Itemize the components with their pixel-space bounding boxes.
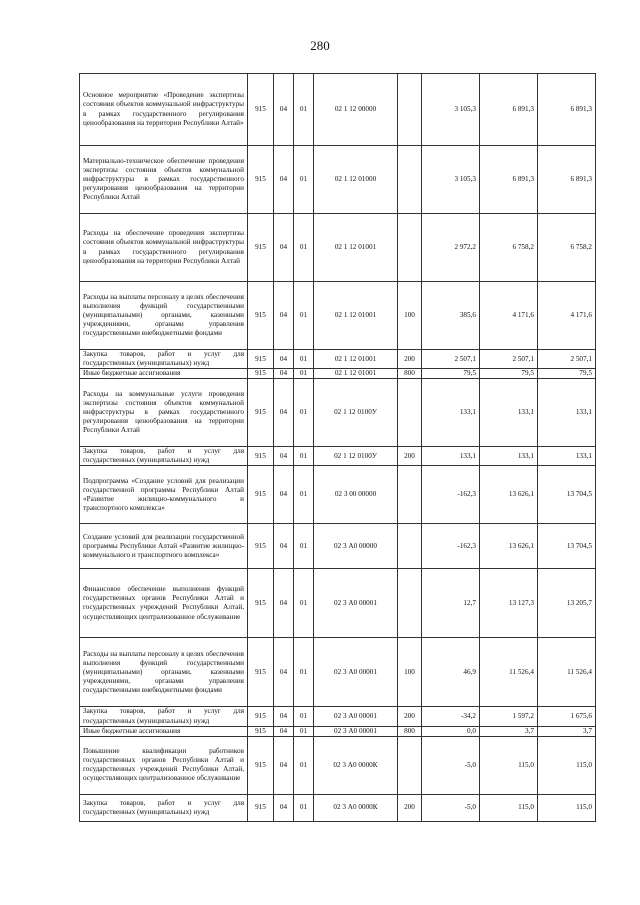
row-subsection: 01: [294, 350, 314, 369]
row-grbs: 915: [248, 569, 274, 638]
row-name: Закупка товаров, работ и услуг для государственных (муниципальных) нужд: [80, 794, 248, 821]
row-target-article: 02 3 00 00000: [314, 466, 398, 524]
row-amount-1: 3 105,3: [422, 146, 480, 214]
table-row: [80, 707, 596, 726]
row-amount-1: 46,9: [422, 638, 480, 707]
row-name: Иные бюджетные ассигнования: [80, 726, 248, 736]
table-row: [80, 74, 596, 146]
row-amount-2: 115,0: [480, 736, 538, 794]
row-amount-2: 133,1: [480, 379, 538, 447]
row-amount-2: 6 891,3: [480, 146, 538, 214]
row-subsection: 01: [294, 466, 314, 524]
row-amount-2: 13 626,1: [480, 524, 538, 569]
row-section: 04: [274, 466, 294, 524]
row-subsection: 01: [294, 74, 314, 146]
row-amount-2: 11 526,4: [480, 638, 538, 707]
row-target-article: 02 1 12 01000: [314, 146, 398, 214]
row-section: 04: [274, 350, 294, 369]
row-target-article: 02 3 А0 0000К: [314, 736, 398, 794]
row-target-article: 02 3 А0 00001: [314, 569, 398, 638]
row-amount-3: 6 891,3: [538, 146, 596, 214]
row-subsection: 01: [294, 282, 314, 350]
row-target-article: 02 3 А0 00001: [314, 726, 398, 736]
row-amount-1: -5,0: [422, 736, 480, 794]
row-expense-type: 100: [398, 638, 422, 707]
row-subsection: 01: [294, 794, 314, 821]
table-row: [80, 369, 596, 379]
row-expense-type: 200: [398, 350, 422, 369]
table-row: [80, 466, 596, 524]
row-name: Финансовое обеспечение выполнения функций государственных органов Республики Алтай и государственных учреждений Республики Алтай, осуществляющих централизованное обслуживание: [80, 569, 248, 638]
row-target-article: 02 3 А0 00001: [314, 707, 398, 726]
row-grbs: 915: [248, 74, 274, 146]
row-grbs: 915: [248, 726, 274, 736]
table-row: [80, 794, 596, 821]
row-expense-type: [398, 146, 422, 214]
row-section: 04: [274, 447, 294, 466]
table-row: [80, 146, 596, 214]
row-target-article: 02 3 А0 0000К: [314, 794, 398, 821]
row-subsection: 01: [294, 707, 314, 726]
row-grbs: 915: [248, 736, 274, 794]
row-name: Иные бюджетные ассигнования: [80, 369, 248, 379]
row-section: 04: [274, 74, 294, 146]
row-amount-1: -162,3: [422, 466, 480, 524]
row-amount-1: 2 507,1: [422, 350, 480, 369]
row-amount-1: 2 972,2: [422, 214, 480, 282]
row-grbs: 915: [248, 146, 274, 214]
row-name: Расходы на коммунальные услуги проведения экспертизы состояния объектов коммунальной инфраструктуры в рамках государственного регулирования ценообразования на территории Республики Алтай: [80, 379, 248, 447]
row-section: 04: [274, 282, 294, 350]
row-amount-1: 133,1: [422, 379, 480, 447]
budget-table: [79, 73, 596, 822]
row-name: Расходы на выплаты персоналу в целях обеспечения выполнения функций государственными (муниципальными) органами, казенными учреждениями, органами управления государственными внебюджетными фондами: [80, 638, 248, 707]
row-amount-1: 133,1: [422, 447, 480, 466]
row-subsection: 01: [294, 726, 314, 736]
row-section: 04: [274, 794, 294, 821]
row-amount-1: 0,0: [422, 726, 480, 736]
row-amount-1: -34,2: [422, 707, 480, 726]
table-row: [80, 282, 596, 350]
budget-table-body: [80, 74, 596, 822]
row-amount-2: 3,7: [480, 726, 538, 736]
row-section: 04: [274, 726, 294, 736]
row-target-article: 02 3 А0 00000: [314, 524, 398, 569]
row-amount-1: 3 105,3: [422, 74, 480, 146]
row-amount-1: 12,7: [422, 569, 480, 638]
row-expense-type: 800: [398, 369, 422, 379]
row-name: Основное мероприятие «Проведение экспертизы состояния объектов коммунальной инфраструктуры в рамках государственного регулирования ценообразования на территории Республики Алтай»: [80, 74, 248, 146]
row-subsection: 01: [294, 569, 314, 638]
row-section: 04: [274, 524, 294, 569]
row-amount-3: 13 704,5: [538, 466, 596, 524]
row-name: Создание условий для реализации государственной программы Республики Алтай «Развитие жилищно-коммунального и транспортного комплекса»: [80, 524, 248, 569]
row-section: 04: [274, 146, 294, 214]
row-amount-1: -5,0: [422, 794, 480, 821]
row-grbs: 915: [248, 350, 274, 369]
row-grbs: 915: [248, 369, 274, 379]
row-target-article: 02 1 12 0100У: [314, 447, 398, 466]
row-target-article: 02 1 12 0100У: [314, 379, 398, 447]
row-grbs: 915: [248, 638, 274, 707]
row-expense-type: [398, 214, 422, 282]
row-target-article: 02 1 12 00000: [314, 74, 398, 146]
row-amount-3: 1 675,6: [538, 707, 596, 726]
row-amount-2: 6 758,2: [480, 214, 538, 282]
row-amount-2: 6 891,3: [480, 74, 538, 146]
row-amount-3: 11 526,4: [538, 638, 596, 707]
row-expense-type: [398, 379, 422, 447]
row-expense-type: [398, 524, 422, 569]
row-expense-type: [398, 74, 422, 146]
row-grbs: 915: [248, 524, 274, 569]
row-amount-3: 115,0: [538, 794, 596, 821]
row-name: Расходы на выплаты персоналу в целях обеспечения выполнения функций государственными (муниципальными) органами, казенными учреждениями, органами управления государственными внебюджетными фондами: [80, 282, 248, 350]
row-amount-2: 13 127,3: [480, 569, 538, 638]
row-section: 04: [274, 569, 294, 638]
row-target-article: 02 1 12 01001: [314, 282, 398, 350]
row-target-article: 02 3 А0 00001: [314, 638, 398, 707]
row-section: 04: [274, 707, 294, 726]
row-expense-type: 100: [398, 282, 422, 350]
row-amount-2: 133,1: [480, 447, 538, 466]
row-name: Закупка товаров, работ и услуг для государственных (муниципальных) нужд: [80, 707, 248, 726]
row-subsection: 01: [294, 638, 314, 707]
row-subsection: 01: [294, 214, 314, 282]
row-amount-1: -162,3: [422, 524, 480, 569]
page-number: 280: [310, 38, 330, 53]
row-amount-3: 115,0: [538, 736, 596, 794]
row-target-article: 02 1 12 01001: [314, 214, 398, 282]
row-subsection: 01: [294, 146, 314, 214]
row-name: Закупка товаров, работ и услуг для государственных (муниципальных) нужд: [80, 350, 248, 369]
row-grbs: 915: [248, 707, 274, 726]
row-section: 04: [274, 379, 294, 447]
row-expense-type: 800: [398, 726, 422, 736]
row-subsection: 01: [294, 369, 314, 379]
row-grbs: 915: [248, 794, 274, 821]
row-expense-type: [398, 569, 422, 638]
row-section: 04: [274, 369, 294, 379]
table-row: [80, 638, 596, 707]
row-grbs: 915: [248, 466, 274, 524]
row-amount-3: 133,1: [538, 447, 596, 466]
row-target-article: 02 1 12 01001: [314, 350, 398, 369]
row-subsection: 01: [294, 736, 314, 794]
table-row: [80, 726, 596, 736]
row-grbs: 915: [248, 282, 274, 350]
row-name: Материально-техническое обеспечение проведения экспертизы состояния объектов коммунальной инфраструктуры в рамках государственного регулирования ценообразования на территории Республики Алтай: [80, 146, 248, 214]
row-section: 04: [274, 638, 294, 707]
table-row: [80, 524, 596, 569]
row-section: 04: [274, 214, 294, 282]
row-expense-type: [398, 736, 422, 794]
table-row: [80, 447, 596, 466]
row-amount-3: 3,7: [538, 726, 596, 736]
row-amount-3: 6 758,2: [538, 214, 596, 282]
table-row: [80, 379, 596, 447]
table-row: [80, 569, 596, 638]
row-amount-3: 13 704,5: [538, 524, 596, 569]
row-amount-2: 2 507,1: [480, 350, 538, 369]
row-expense-type: 200: [398, 447, 422, 466]
row-amount-3: 13 205,7: [538, 569, 596, 638]
row-grbs: 915: [248, 379, 274, 447]
row-amount-3: 2 507,1: [538, 350, 596, 369]
row-name: Подпрограмма «Создание условий для реализации государственной программы Республики Алтай «Развитие жилищно-коммунального и транспортного комплекса»: [80, 466, 248, 524]
row-grbs: 915: [248, 214, 274, 282]
row-amount-1: 385,6: [422, 282, 480, 350]
row-amount-3: 133,1: [538, 379, 596, 447]
table-row: [80, 350, 596, 369]
row-amount-2: 115,0: [480, 794, 538, 821]
row-target-article: 02 1 12 01001: [314, 369, 398, 379]
row-amount-2: 79,5: [480, 369, 538, 379]
table-row: [80, 214, 596, 282]
row-amount-3: 6 891,3: [538, 74, 596, 146]
row-expense-type: [398, 466, 422, 524]
row-amount-3: 79,5: [538, 369, 596, 379]
row-grbs: 915: [248, 447, 274, 466]
row-name: Повышение квалификации работников государственных органов Республики Алтай и государственных учреждений Республики Алтай, осуществляющих централизованное обслуживание: [80, 736, 248, 794]
row-amount-3: 4 171,6: [538, 282, 596, 350]
row-amount-2: 1 597,2: [480, 707, 538, 726]
row-amount-2: 13 626,1: [480, 466, 538, 524]
row-name: Расходы на обеспечение проведения экспертизы состояния объектов коммунальной инфраструктуры в рамках государственного регулирования ценообразования на территории Республики Алтай: [80, 214, 248, 282]
row-expense-type: 200: [398, 707, 422, 726]
row-amount-1: 79,5: [422, 369, 480, 379]
row-subsection: 01: [294, 379, 314, 447]
row-name: Закупка товаров, работ и услуг для государственных (муниципальных) нужд: [80, 447, 248, 466]
row-subsection: 01: [294, 524, 314, 569]
row-subsection: 01: [294, 447, 314, 466]
row-section: 04: [274, 736, 294, 794]
row-expense-type: 200: [398, 794, 422, 821]
row-amount-2: 4 171,6: [480, 282, 538, 350]
table-row: [80, 736, 596, 794]
